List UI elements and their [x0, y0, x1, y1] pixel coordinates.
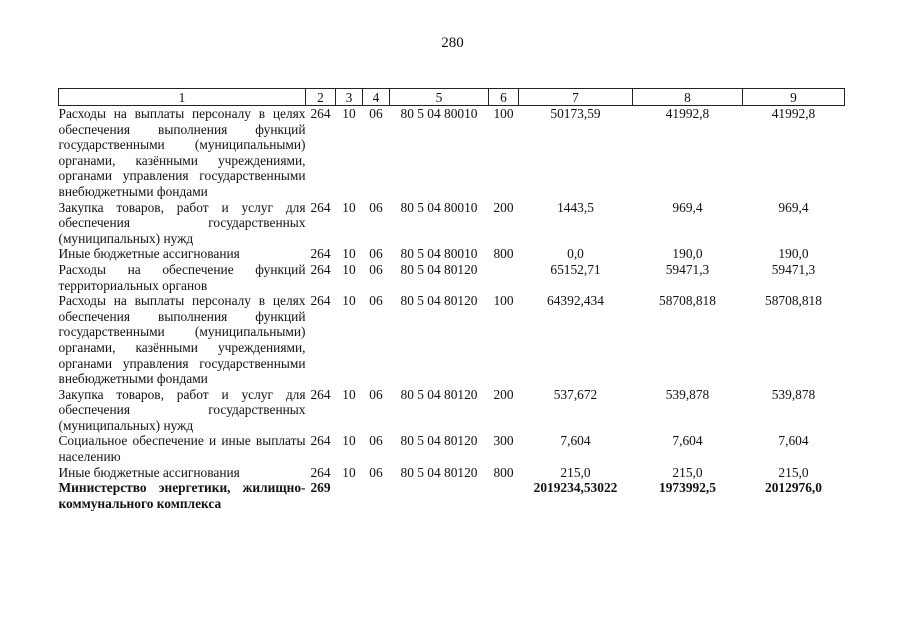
amount-col-8: 7,604 — [672, 433, 703, 449]
column-header: 7 — [519, 89, 633, 106]
subsection-code: 06 — [369, 261, 383, 277]
ministry-code: 264 — [310, 464, 331, 480]
expense-name: Расходы на выплаты персоналу в целях обеспечения выполнения функций государственными (муниципальными) органами, казёнными учреждениями, органами управления государственными внебюджетными фондами — [58, 293, 306, 387]
header-row — [59, 89, 845, 106]
target-article-code: 80 5 04 80120 — [400, 433, 478, 449]
column-header: 9 — [743, 89, 845, 106]
amount-col-9: 41992,8 — [771, 106, 816, 121]
amount-col-9: 539,878 — [771, 386, 816, 402]
table-row — [59, 293, 845, 387]
amount-col-7: 215,0 — [560, 464, 591, 480]
ministry-code: 264 — [310, 386, 331, 402]
expense-name: Иные бюджетные ассигнования — [58, 464, 240, 480]
page-number: 280 — [441, 35, 464, 51]
amount-col-9: 215,0 — [778, 464, 809, 480]
section-code: 10 — [342, 261, 356, 277]
target-article-code — [390, 480, 489, 511]
expense-type-code: 200 — [493, 386, 514, 402]
table-row — [59, 433, 845, 464]
subsection-code: 06 — [369, 464, 383, 480]
ministry-code: 264 — [310, 199, 331, 215]
target-article-code: 80 5 04 80120 — [400, 464, 478, 480]
column-header: 6 — [489, 89, 519, 106]
ministry-code: 264 — [310, 246, 331, 262]
amount-col-7: 7,604 — [560, 433, 591, 449]
expense-type-code — [489, 262, 519, 293]
target-article-code: 80 5 04 80120 — [400, 386, 478, 402]
column-header: 5 — [390, 89, 489, 106]
table-row — [59, 480, 845, 511]
column-header: 3 — [336, 89, 363, 106]
column-header: 4 — [363, 89, 390, 106]
expense-name: Закупка товаров, работ и услуг для обеспечения государственных (муниципальных) нужд — [58, 199, 306, 246]
amount-col-7: 2019234,53022 — [533, 480, 618, 496]
expense-type-code: 100 — [493, 293, 514, 309]
ministry-code: 269 — [310, 480, 331, 496]
ministry-code: 264 — [310, 433, 331, 449]
subsection-code: 06 — [369, 246, 383, 262]
expense-name: Расходы на выплаты персоналу в целях обеспечения выполнения функций государственными (муниципальными) органами, казёнными учреждениями, органами управления государственными внебюджетными фондами — [58, 106, 306, 199]
target-article-code: 80 5 04 80120 — [400, 293, 478, 309]
expense-name: Министерство энергетики, жилищно-коммунального комплекса — [58, 480, 306, 511]
ministry-code: 264 — [310, 261, 331, 277]
amount-col-9: 190,0 — [778, 246, 809, 262]
table-row — [59, 465, 845, 481]
amount-col-7: 1443,5 — [557, 199, 594, 215]
table-row — [59, 200, 845, 247]
expense-name: Социальное обеспечение и иные выплаты населению — [58, 433, 306, 465]
section-code: 10 — [342, 386, 356, 402]
subsection-code — [363, 480, 390, 511]
amount-col-9: 969,4 — [778, 199, 809, 215]
section-code: 10 — [342, 464, 356, 480]
subsection-code: 06 — [369, 433, 383, 449]
subsection-code: 06 — [369, 106, 383, 121]
target-article-code: 80 5 04 80010 — [400, 199, 478, 215]
amount-col-7: 537,672 — [553, 386, 598, 402]
column-header: 1 — [59, 89, 306, 106]
amount-col-8: 41992,8 — [665, 106, 710, 121]
table-row — [59, 246, 845, 262]
expense-type-code: 200 — [493, 199, 514, 215]
amount-col-8: 539,878 — [665, 386, 710, 402]
amount-col-9: 59471,3 — [771, 261, 816, 277]
subsection-code: 06 — [369, 293, 383, 309]
expense-type-code: 300 — [493, 433, 514, 449]
table-row — [59, 106, 845, 200]
amount-col-8: 58708,818 — [659, 293, 716, 309]
section-code — [336, 480, 363, 511]
budget-table — [58, 88, 845, 511]
amount-col-7: 0,0 — [567, 246, 584, 262]
amount-col-8: 215,0 — [672, 464, 703, 480]
ministry-code: 264 — [310, 106, 331, 121]
expense-type-code: 100 — [493, 106, 514, 121]
section-code: 10 — [342, 199, 356, 215]
table-row — [59, 262, 845, 293]
amount-col-8: 59471,3 — [665, 261, 710, 277]
target-article-code: 80 5 04 80010 — [400, 106, 478, 121]
target-article-code: 80 5 04 80010 — [400, 246, 478, 262]
expense-name: Закупка товаров, работ и услуг для обеспечения государственных (муниципальных) нужд — [58, 386, 306, 433]
amount-col-8: 190,0 — [672, 246, 703, 262]
section-code: 10 — [342, 106, 356, 121]
column-header: 8 — [633, 89, 743, 106]
expense-name: Расходы на обеспечение функций территориальных органов — [58, 261, 306, 293]
target-article-code: 80 5 04 80120 — [400, 261, 478, 277]
amount-col-9: 58708,818 — [765, 293, 822, 309]
table-row — [59, 387, 845, 434]
subsection-code: 06 — [369, 199, 383, 215]
amount-col-9: 2012976,0 — [765, 480, 822, 496]
amount-col-8: 969,4 — [672, 199, 703, 215]
ministry-code: 264 — [310, 293, 331, 309]
amount-col-7: 65152,71 — [550, 261, 601, 277]
column-header: 2 — [306, 89, 336, 106]
amount-col-8: 1973992,5 — [659, 480, 716, 496]
expense-name: Иные бюджетные ассигнования — [58, 246, 240, 262]
section-code: 10 — [342, 246, 356, 262]
subsection-code: 06 — [369, 386, 383, 402]
section-code: 10 — [342, 293, 356, 309]
amount-col-7: 50173,59 — [550, 106, 601, 121]
amount-col-9: 7,604 — [778, 433, 809, 449]
amount-col-7: 64392,434 — [547, 293, 604, 309]
expense-type-code — [489, 480, 519, 511]
expense-type-code: 800 — [493, 464, 514, 480]
section-code: 10 — [342, 433, 356, 449]
expense-type-code: 800 — [493, 246, 514, 262]
